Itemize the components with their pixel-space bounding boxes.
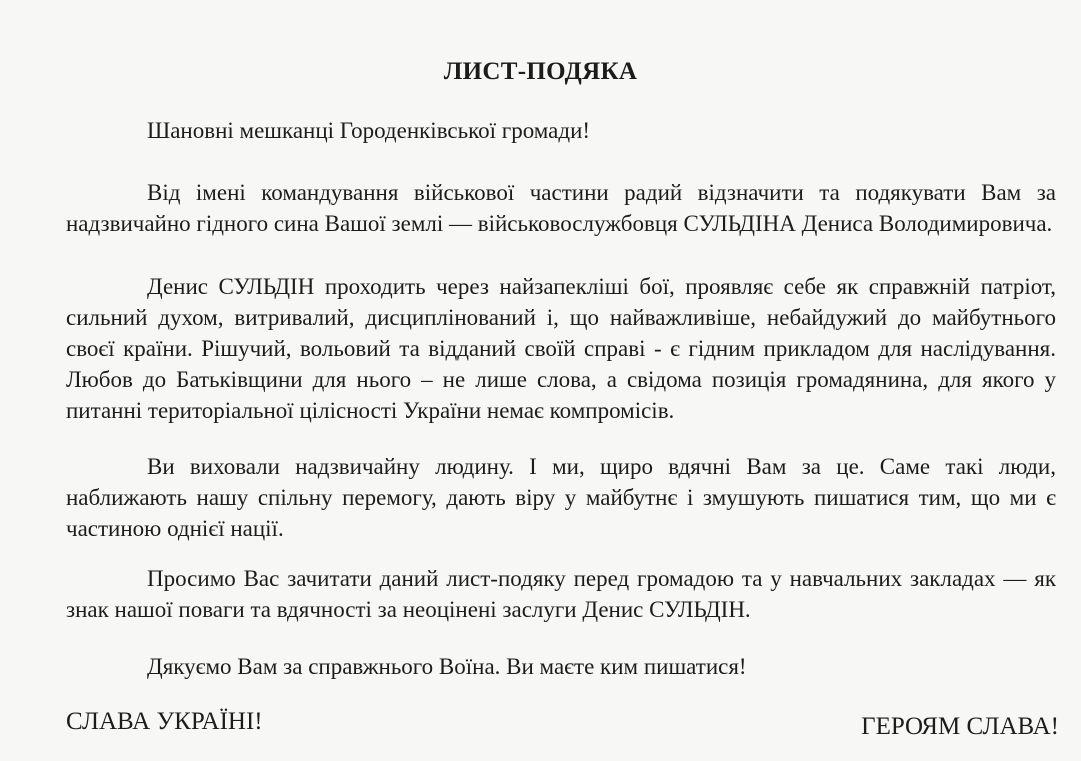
paragraph-4-text: Просимо Вас зачитати даний лист-подяку перед громадою та у навчальних закладах — як знак нашої поваги та вдячності за неоцінені заслуги Денис СУЛЬДІН. (66, 566, 1056, 622)
closing-thanks: Дякуємо Вам за справжнього Воїна. Ви маєте ким пишатися! (147, 654, 747, 679)
paragraph-4 (66, 563, 1056, 625)
paragraph-1-text: Від імені командування військової частини радий відзначити та подякувати Вам за надзвичайно гідного сина Вашої землі — військовослужбовця СУЛЬДІНА Дениса Володимировича. (66, 180, 1056, 236)
letter-title: ЛИСТ-ПОДЯКА (443, 58, 638, 85)
paragraph-2 (66, 271, 1056, 426)
paragraph-2-text: Денис СУЛЬДІН проходить через найзапекліші бої, проявляє себе як справжній патріот, сильний духом, витривалий, дисциплінований і, що найважливіше, небайдужий до майбутнього своєї країни. Рішучий, вольовий та відданий своїй справі - є гідним прикладом для наслідування. Любов до Батьківщини для нього – не лише слова, а свідома позиція громадянина, для якого у питанні територіальної цілісності України немає компромісів. (66, 274, 1056, 423)
slogan-heroyam-slava: ГЕРОЯМ СЛАВА! (861, 713, 1059, 740)
slogan-slava-ukraini: СЛАВА УКРАЇНІ! (66, 708, 263, 735)
paragraph-3 (66, 451, 1056, 544)
salutation: Шановні мешканці Городенківської громади! (147, 118, 591, 143)
paragraph-3-text: Ви виховали надзвичайну людину. І ми, щиро вдячні Вам за це. Саме такі люди, наближають нашу спільну перемогу, дають віру у майбутнє і змушують пишатися тим, що ми є частиною однієї нації. (66, 454, 1056, 541)
paragraph-1 (66, 177, 1056, 239)
